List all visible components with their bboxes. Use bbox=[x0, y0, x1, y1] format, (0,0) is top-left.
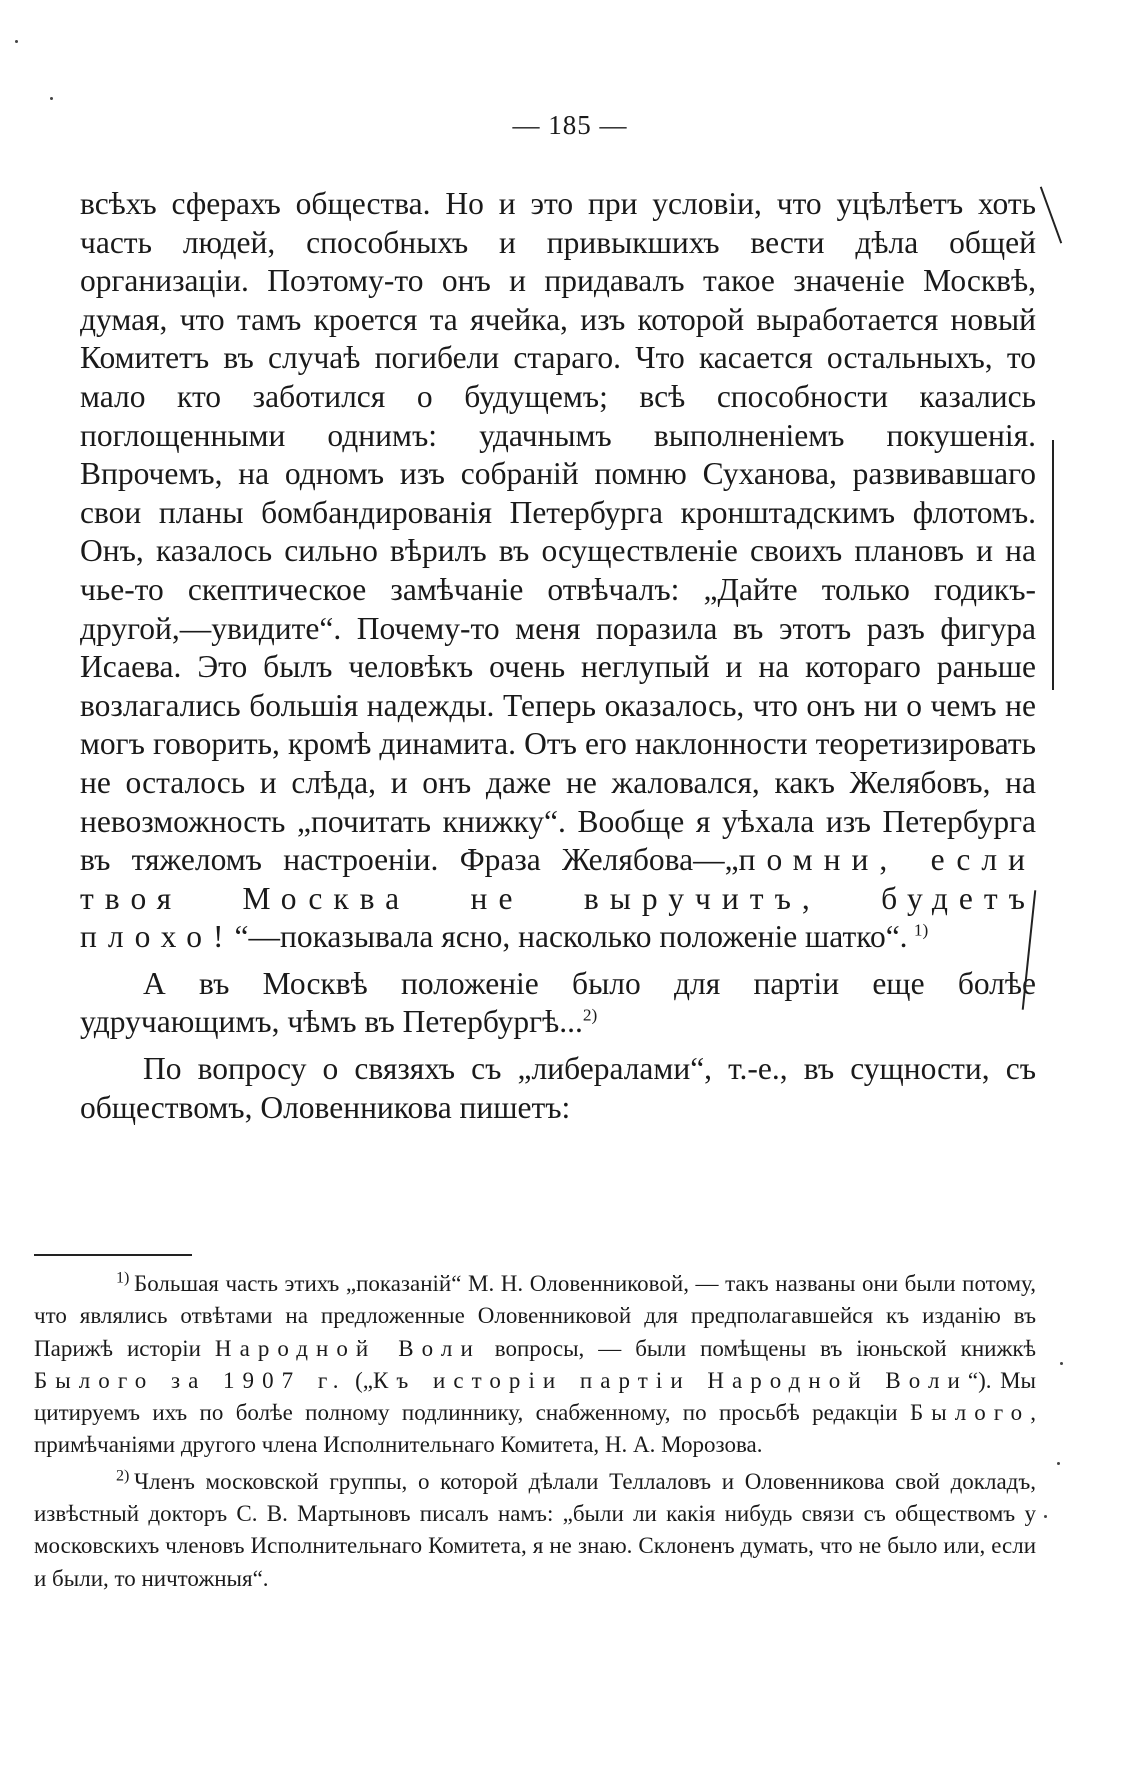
paragraph-2-text: А въ Москвѣ положеніе было для партіи еще болѣе удручающимъ, чѣмъ въ Петербургѣ... bbox=[80, 965, 1036, 1040]
footnote-divider bbox=[34, 1254, 192, 1256]
footnote-1-c: вопросы, — были помѣщены въ іюньской книжкѣ bbox=[480, 1335, 1037, 1361]
footnote-1-d: Былого за 1907 г. bbox=[34, 1367, 347, 1393]
scan-speck bbox=[1044, 1515, 1047, 1518]
footnote-1-f: Къ исторіи партіи Народной Воли bbox=[372, 1367, 968, 1393]
margin-pencil-mark bbox=[1040, 186, 1062, 243]
footnote-1-h: Былого bbox=[909, 1400, 1031, 1426]
footnote-ref-1: 1) bbox=[913, 920, 929, 940]
page-number: — 185 — bbox=[512, 110, 628, 140]
footnote-1-a: Большая часть этихъ „показаній“ М. Н. Оловенниковой, — такъ названы они были потому, что являлись отвѣтами на предложенные Оловенниковой для предполагавшейся къ изданію въ Парижѣ исторіи bbox=[34, 1271, 1036, 1361]
scan-speck bbox=[50, 97, 53, 100]
paragraph-3 bbox=[80, 1050, 1036, 1127]
zhelyabov-quote: помни, если твоя Москва не выручитъ, будетъ плохо! bbox=[80, 842, 1036, 955]
footnote-ref-2: 2) bbox=[582, 1005, 598, 1025]
footnote-1-e: („ bbox=[346, 1367, 373, 1393]
footnote-1-marker: 1) bbox=[116, 1269, 130, 1287]
paragraph-1-text: всѣхъ сферахъ общества. Но и это при условіи, что уцѣлѣетъ хоть часть людей, способныхъ и привыкшихъ вести дѣла общей организаціи. Поэтому-то онъ и придавалъ такое значеніе Москвѣ, думая, что тамъ кроется та ячейка, изъ которой выработается новый Комитетъ въ случаѣ погибели стараго. Что касается остальныхъ, то мало кто заботился о будущемъ; всѣ способности казались поглощенными однимъ: удачнымъ выполненіемъ покушенія. Впрочемъ, на одномъ изъ собраній помню Суханова, развивавшаго свои планы бомбандированія Петербурга кронштадскимъ флотомъ. Онъ, казалось сильно вѣрилъ въ осуществленіе своихъ плановъ и на чье-то скептическое замѣчаніе отвѣчалъ: „Дайте только годикъ-другой,—увидите“. Почему-то меня поразила въ этотъ разъ фигура Исаева. Это былъ человѣкъ очень неглупый и на котораго раньше возлагались большія надежды. Теперь оказалось, что онъ ни о чемъ не могъ говорить, кромѣ динамита. Отъ его наклонности теоретизировать не осталось и слѣда, и онъ даже не жаловался, какъ Желябовъ, на невозможность „почитать книжку“. Вообще я уѣхала изъ Петербурга въ тяжеломъ настроеніи. Фраза Желябова—„ bbox=[80, 186, 1036, 878]
scan-speck bbox=[1060, 1362, 1063, 1365]
footnote-2-text: Членъ московской группы, о которой дѣлали Теллаловъ и Оловенникова свой докладъ, извѣстный докторъ С. В. Мартыновъ писалъ намъ: „были ли какія нибудь связи съ обществомъ у московскихъ членовъ Исполнительнаго Комитета, я не знаю. Склоненъ думать, что не было или, если и были, то ничтожныя“. bbox=[34, 1468, 1036, 1591]
main-text bbox=[80, 185, 1036, 1127]
footnote-2 bbox=[34, 1466, 1036, 1595]
paragraph-1 bbox=[80, 185, 1036, 957]
scan-speck bbox=[1057, 1462, 1060, 1465]
paragraph-1-end: “—показывала ясно, насколько положеніе шатко“. bbox=[234, 919, 908, 955]
footnote-1 bbox=[34, 1268, 1036, 1462]
paragraph-3-text: По вопросу о связяхъ съ „либералами“, т.-е., въ сущности, съ обществомъ, Оловенникова пишетъ: bbox=[80, 1051, 1036, 1125]
footnote-1-g: “). Мы цитируемъ ихъ по болѣе полному подлиннику, снабженному, по просьбѣ редакціи bbox=[34, 1367, 1036, 1426]
margin-pencil-mark bbox=[1052, 440, 1054, 690]
scan-speck bbox=[15, 40, 18, 43]
footnote-1-i: , примѣчаніями другого члена Исполнительнаго Комитета, Н. А. Морозова. bbox=[34, 1400, 1036, 1458]
paragraph-2 bbox=[80, 965, 1036, 1042]
footnotes bbox=[34, 1268, 1036, 1595]
footnote-1-b: Народной Воли bbox=[214, 1335, 481, 1361]
footnote-2-marker: 2) bbox=[116, 1467, 130, 1485]
